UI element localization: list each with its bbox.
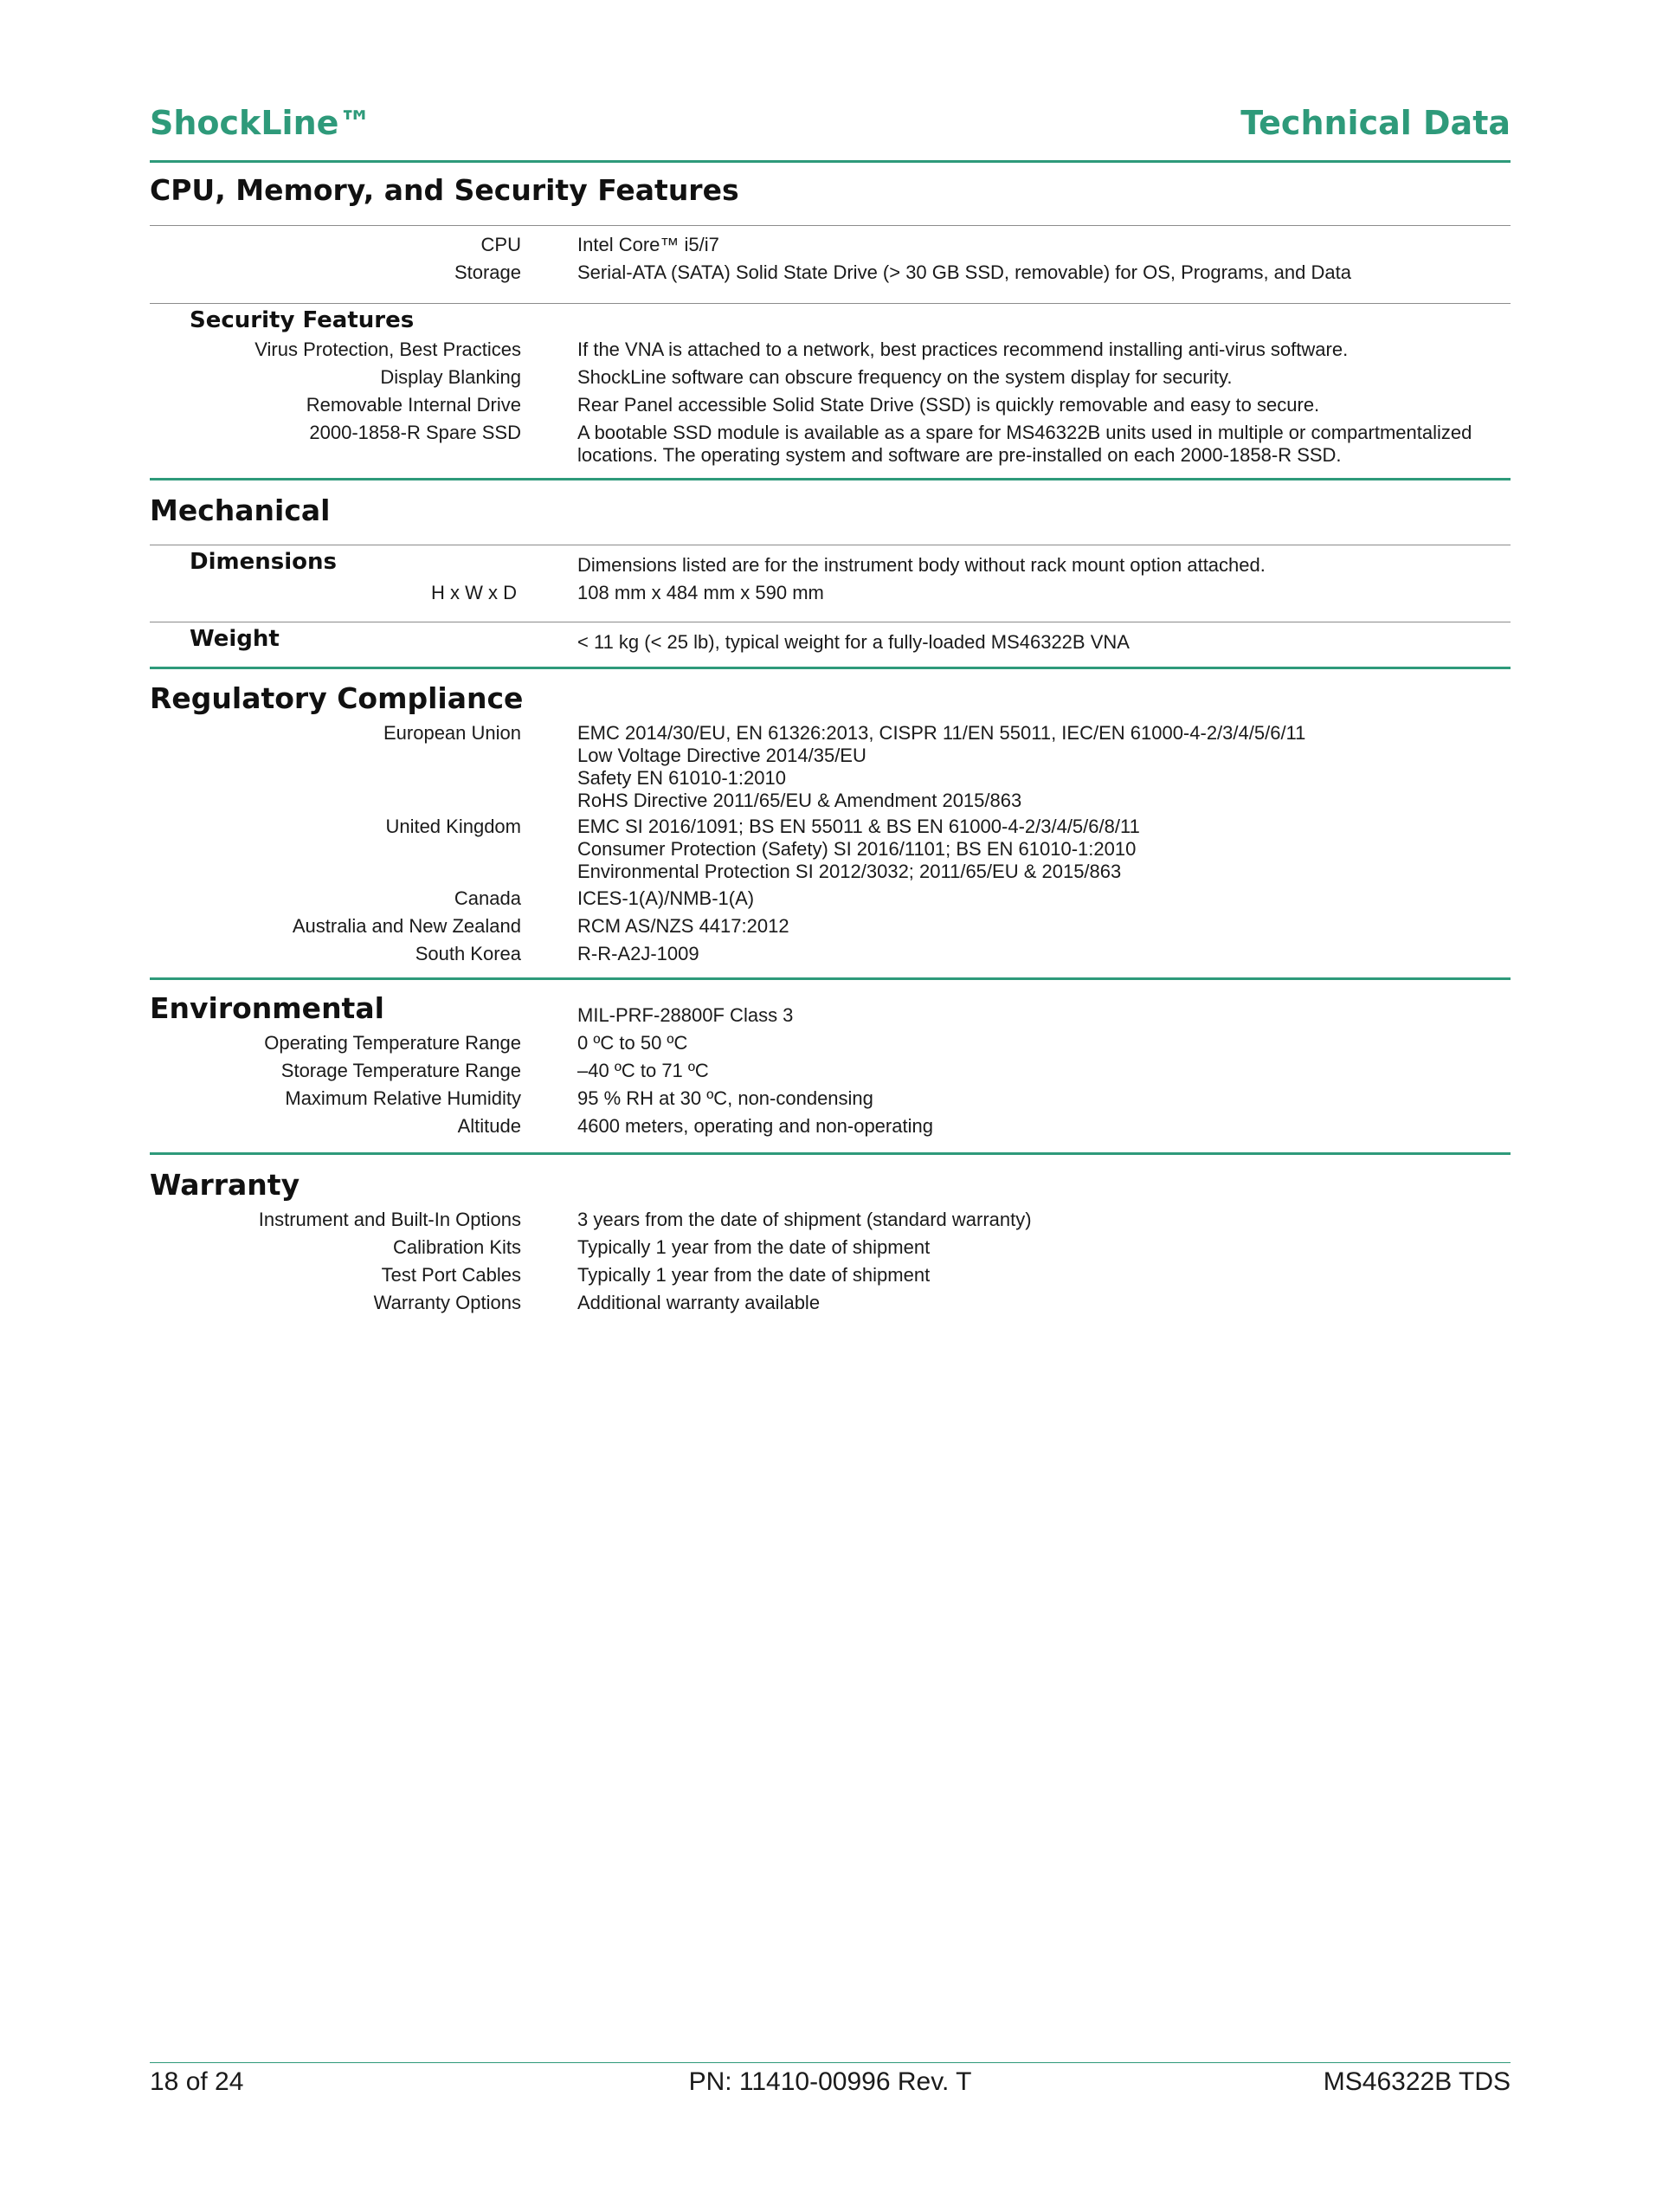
spec-line: Low Voltage Directive 2014/35/EU bbox=[577, 745, 866, 766]
spec-value: Typically 1 year from the date of shipment bbox=[577, 1236, 931, 1258]
spec-value: Additional warranty available bbox=[577, 1292, 821, 1313]
spec-line: RoHS Directive 2011/65/EU & Amendment 2015/863 bbox=[577, 790, 1022, 811]
spec-value: Typically 1 year from the date of shipment bbox=[577, 1264, 931, 1286]
spec-value: Serial-ATA (SATA) Solid State Drive (> 30 GB SSD, removable) for OS, Programs, and Data bbox=[577, 261, 1351, 283]
spec-label: Storage Temperature Range bbox=[280, 1060, 521, 1081]
spec-line: EMC 2014/30/EU, EN 61326:2013, CISPR 11/EN 55011, IEC/EN 61000-4-2/3/4/5/6/11 bbox=[577, 722, 1306, 744]
spec-value bbox=[577, 816, 1511, 883]
spec-value: A bootable SSD module is available as a spare for MS46322B units used in multiple or compartmentalized locations. The operating system and software are pre-installed on each 2000-1858-R SSD. bbox=[577, 422, 1472, 466]
spec-value: Intel Core™ i5/i7 bbox=[577, 234, 719, 255]
spec-value: 108 mm x 484 mm x 590 mm bbox=[577, 582, 824, 603]
section-title-environmental: Environmental bbox=[150, 991, 384, 1025]
spec-label: Altitude bbox=[457, 1115, 521, 1137]
spec-line: Safety EN 61010-1:2010 bbox=[577, 767, 786, 789]
footer-divider bbox=[150, 2062, 1511, 2063]
section-title-regulatory: Regulatory Compliance bbox=[150, 681, 524, 715]
spec-value: Rear Panel accessible Solid State Drive (SSD) is quickly removable and easy to secure. bbox=[577, 394, 1320, 416]
spec-line: Consumer Protection (Safety) SI 2016/1101; BS EN 61010-1:2010 bbox=[577, 838, 1137, 860]
page-number: 18 of 24 bbox=[150, 2067, 244, 2096]
subsection-title-security: Security Features bbox=[190, 307, 415, 333]
spec-label: Removable Internal Drive bbox=[306, 394, 521, 416]
spec-label: Instrument and Built-In Options bbox=[258, 1209, 521, 1230]
spec-value: R-R-A2J-1009 bbox=[577, 943, 699, 964]
spec-value: Dimensions listed are for the instrument body without rack mount option attached. bbox=[577, 554, 1266, 576]
spec-label: Virus Protection, Best Practices bbox=[254, 339, 521, 360]
spec-label: Display Blanking bbox=[380, 366, 521, 388]
section-title-warranty: Warranty bbox=[150, 1168, 300, 1202]
spec-line: EMC SI 2016/1091; BS EN 55011 & BS EN 61000-4-2/3/4/5/6/8/11 bbox=[577, 816, 1140, 837]
spec-label: H x W x D bbox=[431, 582, 517, 603]
spec-line: Environmental Protection SI 2012/3032; 2011/65/EU & 2015/863 bbox=[577, 861, 1122, 882]
divider bbox=[150, 225, 1511, 226]
spec-label: Maximum Relative Humidity bbox=[285, 1087, 521, 1109]
spec-label: Canada bbox=[454, 887, 521, 909]
spec-value: 3 years from the date of shipment (standard warranty) bbox=[577, 1209, 1032, 1230]
spec-value: 4600 meters, operating and non-operating bbox=[577, 1115, 933, 1137]
spec-label: Storage bbox=[454, 261, 521, 283]
subsection-title-dimensions: Dimensions bbox=[190, 549, 337, 575]
spec-label: United Kingdom bbox=[385, 816, 521, 837]
spec-label: 2000-1858-R Spare SSD bbox=[309, 422, 521, 443]
spec-value: MIL-PRF-28800F Class 3 bbox=[577, 1004, 794, 1026]
spec-label: Warranty Options bbox=[373, 1292, 521, 1313]
divider bbox=[150, 303, 1511, 304]
spec-value: 0 ºC to 50 ºC bbox=[577, 1032, 688, 1054]
spec-label: European Union bbox=[383, 722, 521, 744]
brand-title: ShockLine™ bbox=[150, 104, 372, 142]
spec-value: RCM AS/NZS 4417:2012 bbox=[577, 915, 789, 937]
spec-label: Australia and New Zealand bbox=[292, 915, 521, 937]
page-header bbox=[150, 104, 1511, 156]
section-divider bbox=[150, 667, 1511, 669]
spec-value: –40 ºC to 71 ºC bbox=[577, 1060, 709, 1081]
section-divider bbox=[150, 1152, 1511, 1155]
document-id: MS46322B TDS bbox=[1323, 2067, 1511, 2096]
section-divider bbox=[150, 478, 1511, 480]
spec-value: ICES-1(A)/NMB-1(A) bbox=[577, 887, 755, 909]
header-divider bbox=[150, 160, 1511, 163]
spec-label: Calibration Kits bbox=[393, 1236, 521, 1258]
section-title-cpu: CPU, Memory, and Security Features bbox=[150, 173, 739, 207]
section-divider bbox=[150, 977, 1511, 980]
section-title-mechanical: Mechanical bbox=[150, 493, 331, 527]
spec-label: Test Port Cables bbox=[381, 1264, 521, 1286]
spec-value: < 11 kg (< 25 lb), typical weight for a fully-loaded MS46322B VNA bbox=[577, 631, 1130, 653]
spec-value bbox=[577, 722, 1511, 812]
spec-value: 95 % RH at 30 ºC, non-condensing bbox=[577, 1087, 873, 1109]
spec-label: South Korea bbox=[415, 943, 521, 964]
spec-value: ShockLine software can obscure frequency on the system display for security. bbox=[577, 366, 1233, 388]
spec-label: CPU bbox=[480, 234, 521, 255]
subsection-title-weight: Weight bbox=[190, 626, 280, 652]
spec-value: If the VNA is attached to a network, best practices recommend installing anti-virus software. bbox=[577, 339, 1349, 360]
part-number: PN: 11410-00996 Rev. T bbox=[688, 2067, 972, 2096]
page-title: Technical Data bbox=[1240, 104, 1511, 142]
spec-label: Operating Temperature Range bbox=[264, 1032, 521, 1054]
